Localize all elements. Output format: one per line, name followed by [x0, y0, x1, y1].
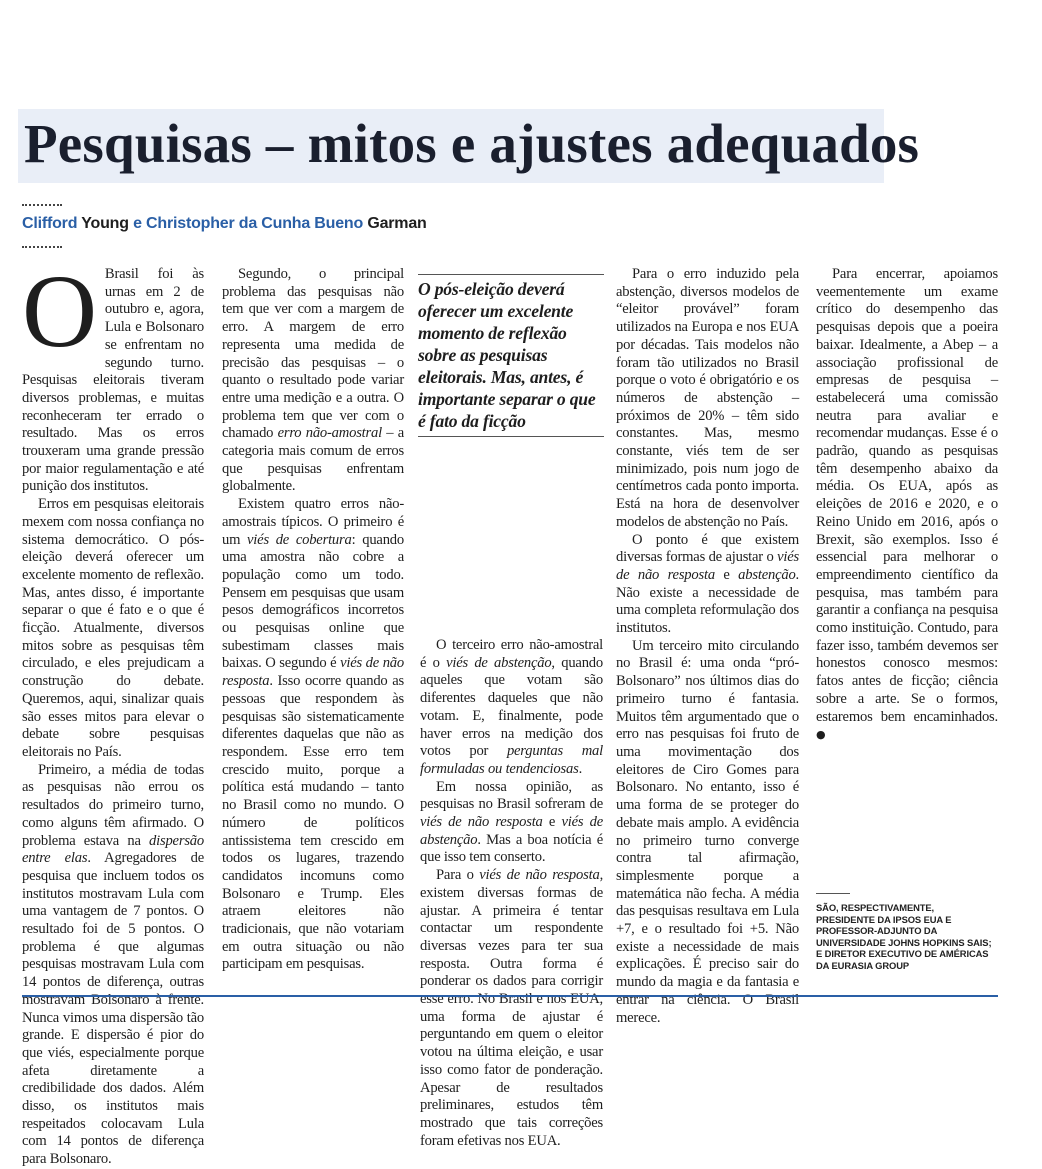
body-paragraph: O Brasil foi às urnas em 2 de outubro e, agora, Lula e Bolsonaro se enfrentam no segundo turno. Pesquisas eleitorais tiveram diversos problemas, e muitas reconheceram ter errado o resultado. Mas os erros trouxeram uma grande pressão por maior regulamentação e até punição dos institutos. [22, 254, 204, 495]
body-paragraph: Existem quatro erros não-amostrais típicos. O primeiro é um viés de cobertura: quando uma amostra não cobre a população como um todo. Pensem em pesquisas que usam pesos demográficos incorretos ou pesquisas online que subestimam classes mais baixas. O segundo é viés de não resposta. Isso ocorre quando as pessoas que respondem às pesquisas são sistematicamente diferentes daquelas que não as respondem. Esse erro tem crescido muito, porque a política está mudando – tanto no Brasil como no mundo. O número de políticos antissistema tem crescido em todos os lugares, trazendo candidatos incomuns como Bolsonaro e Trump. Eles atraem eleitores não tradicionais, que não votariam em outra situação ou não participam em pesquisas. [222, 496, 404, 973]
headline: Pesquisas – mitos e ajustes adequados [24, 113, 920, 174]
article-column-5 [816, 266, 998, 744]
pull-quote: O pós-eleição deverá oferecer um excelente momento de reflexão sobre as pesquisas eleitorais. Mas, antes, é importante separar o que é fato da ficção [418, 274, 604, 437]
author-note: SÃO, RESPECTIVAMENTE, PRESIDENTE DA IPSOS EUA E PROFESSOR-ADJUNTO DA UNIVERSIDADE JOHNS HOPKINS SAIS; E DIRETOR EXECUTIVO DE AMÉRICAS DA EURASIA GROUP [816, 902, 992, 971]
author-note-rule [816, 893, 850, 894]
author2-surname: Garman [367, 215, 427, 232]
body-paragraph: O terceiro erro não-amostral é o viés de abstenção, quando aqueles que votam são diferentes daqueles que não votam. E, finalmente, pode haver erros na medição dos votos por perguntas mal formuladas ou tendenciosas. [420, 637, 603, 777]
body-paragraph: Primeiro, a média de todas as pesquisas não errou os resultados do primeiro turno, como alguns têm afirmado. O problema estava na dispersão entre elas. Agregadores de pesquisa que incluem todos os institutos mostravam Lula com uma vantagem de 7 pontos. O resultado foi de 5 pontos. O problema é que algumas pesquisas mostravam Lula com 14 pontos de diferença, outras mostravam Bolsonaro à frente. Nunca vimos uma dispersão tão grande. E dispersão é pior do que viés, especialmente porque afeta diretamente a credibilidade dos dados. Além disso, os institutos mais respeitados colocavam Lula com 14 pontos de diferença para Bolsonaro. [22, 761, 204, 1168]
author1-first-name: Clifford [22, 215, 78, 232]
body-paragraph: Para o viés de não resposta, existem diversas formas de ajustar. A primeira é tentar contactar um respondente diversas vezes para ter sua resposta. Outra forma é ponderar os dados para corrigir esse erro. No Brasil e nos EUA, uma forma de ajustar é perguntando em quem o eleitor votou na última eleição, e usar isso como fator de ponderação. Apesar de resultados preliminares, estudos têm mostrado que tais correções foram efetivas nos EUA. [420, 867, 604, 1149]
body-paragraph: Um terceiro mito circulando no Brasil é: uma onda “pró-Bolsonaro” nos últimos dias do primeiro turno é fantasia. Muitos têm argumentado que o erro nas pesquisas foi fruto de uma movimentação dos eleitores de Ciro Gomes para Bolsonaro. No entanto, isso é uma forma de se proteger do debate mais amplo. A evidência no primeiro turno converge contra tal afirmação, simplesmente porque a matemática não fecha. A média das pesquisas resultava em Lula +7, e o resultado foi +5. Não existe a necessidade de mais explicações. É preciso sair do mundo da magia e da fantasia e entrar na ciência. O Brasil merece. [616, 637, 799, 1026]
article-column-3 [420, 637, 603, 1150]
body-paragraph: Em nossa opinião, as pesquisas no Brasil sofreram de viés de não resposta e viés de abstenção. Mas a boa notícia é que isso tem conserto. [420, 778, 603, 866]
author1-surname: Young [81, 215, 129, 232]
body-paragraph: O ponto é que existem diversas formas de ajustar o viés de não resposta e abstenção. Não existe a necessidade de uma completa reformulação dos institutos. [616, 531, 799, 637]
byline-connector: e [133, 215, 142, 232]
body-paragraph: Segundo, o principal problema das pesquisas não tem que ver com a margem de erro. A margem de erro representa uma medida de precisão das pesquisas – o quanto o resultado pode variar entre uma medição e a outra. O problema tem que ver com o chamado erro não-amostral – a categoria mais comum de erros que pesquisas enfrentam globalmente. [222, 266, 404, 495]
bottom-rule [22, 995, 998, 997]
article-column-1 [22, 254, 204, 1169]
drop-cap: O [22, 254, 97, 369]
byline-divider-top [22, 204, 62, 207]
end-mark: ● [816, 728, 826, 742]
body-paragraph: Para o erro induzido pela abstenção, diversos modelos de “eleitor provável” foram utilizados na Europa e nos EUA por décadas. Tais modelos não foram tão utilizados no Brasil porque o voto é obrigatório e os números de abstenção – próximos de 20% – têm sido constantes. Mas, mesmo constante, viés tem de ser minimizado, pois num jogo de centímetros cada ponto importa. Está na hora de desenvolver modelos de abstenção no País. [616, 266, 799, 530]
article-column-4 [616, 266, 799, 1027]
author2-first-name: Christopher da Cunha Bueno [146, 215, 364, 232]
byline [22, 215, 427, 233]
byline-divider-bottom [22, 246, 62, 249]
body-paragraph: Erros em pesquisas eleitorais mexem com nossa confiança no sistema democrático. O pós-eleição deverá oferecer um excelente momento de reflexão. Mas, antes disso, é importante separar o que é fato e o que é ficção. Atualmente, diversos mitos sobre as pesquisas têm circulado, e eles prejudicam a construção do debate. Queremos, aqui, sinalizar quais são esses mitos para elevar o debate sobre pesquisas eleitorais no País. [22, 496, 204, 760]
article-column-2 [222, 266, 404, 974]
body-paragraph: Para encerrar, apoiamos veementemente um exame crítico do desempenho das pesquisas depois que a poeira baixar. Idealmente, a Abep – a associação profissional de empresas de pesquisa – estabelecerá uma comissão neutra para avaliar e recomendar mudanças. Esse é o padrão, quando as pesquisas têm desempenho abaixo da média. Os EUA, após as eleições de 2016 e 2020, e o Reino Unido em 2016, após o Brexit, são exemplos. Isso é essencial para melhorar o empreendimento científico da pesquisa, mas também para garantir a confiança na pesquisa como instituição. Contudo, para fazer isso, também devemos ser honestos conosco mesmos: fatos antes de ficção; ciência sobre a arte. Se o formos, estaremos bem encaminhados. ● [816, 266, 998, 742]
